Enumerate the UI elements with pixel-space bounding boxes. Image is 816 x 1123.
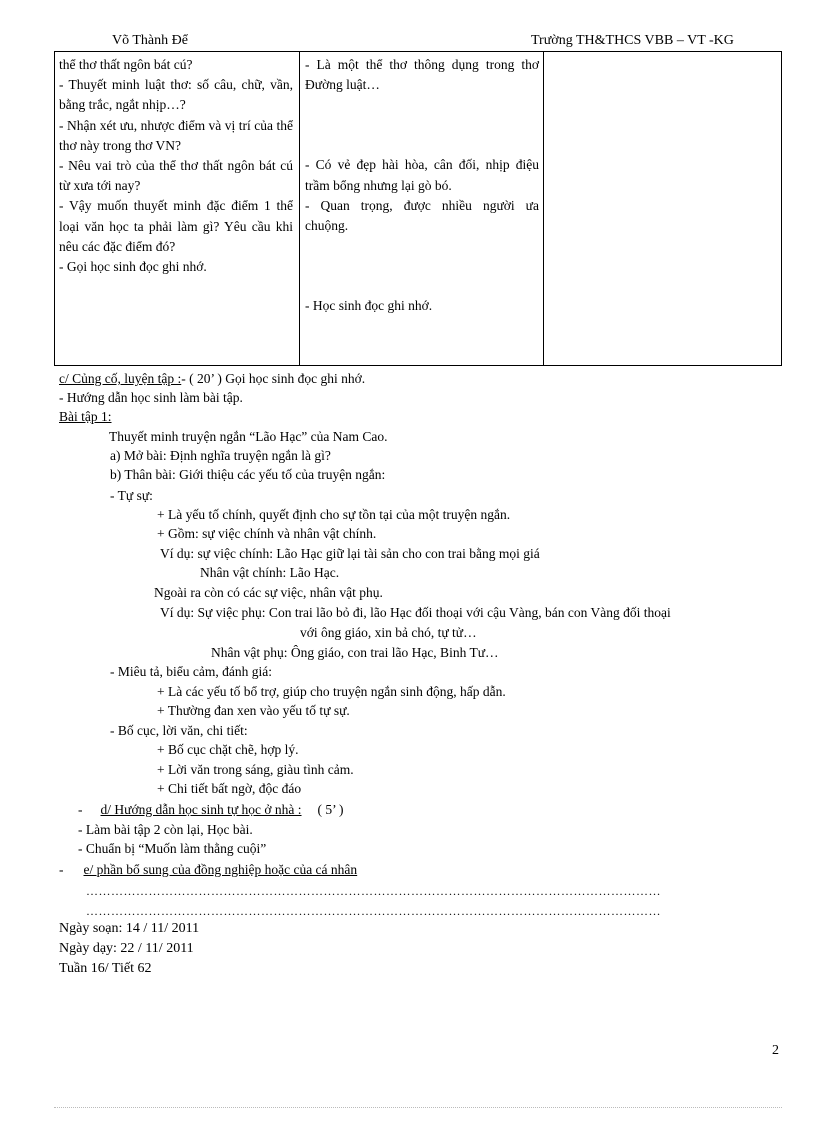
table-line: - Có vẻ đẹp hài hòa, cân đối, nhịp điệu trầm bổng nhưng lại gò bó. [305, 157, 539, 193]
table-column-divider [543, 52, 544, 365]
example-main-event: Ví dụ: sự việc chính: Lão Hạc giữ lại tài sản cho con trai bằng mọi giá [160, 546, 540, 561]
supplement-line [59, 861, 357, 879]
example-secondary-character: Nhân vật phụ: Ông giáo, con trai lão Hạc, Binh Tư… [211, 645, 499, 660]
homework-item: - Chuẩn bị “Muốn làm thằng cuội” [78, 841, 267, 856]
table-line: - Nhận xét ưu, nhược điểm và vị trí của thể thơ này trong thơ VN? [59, 117, 293, 153]
exercise-title: Bài tập 1: [59, 409, 112, 424]
table-line: - Gọi học sinh đọc ghi nhớ. [59, 259, 207, 275]
narration-heading: - Tự sự: [110, 488, 153, 503]
homework-item: - Làm bài tập 2 còn lại, Học bài. [78, 822, 253, 837]
exercise-task: Thuyết minh truyện ngắn “Lão Hạc” của Nam Cao. [109, 429, 388, 444]
structure-point: + Bố cục chặt chẽ, hợp lý. [157, 742, 299, 757]
example-main-character: Nhân vật chính: Lão Hạc. [200, 565, 340, 580]
week-lesson: Tuần 16/ Tiết 62 [59, 961, 152, 976]
item-b: b) Thân bài: Giới thiệu các yếu tố của truyện ngắn: [110, 467, 386, 482]
guide-exercise: - Hướng dẫn học sinh làm bài tập. [59, 390, 243, 405]
self-study-time: ( 5’ ) [317, 802, 344, 817]
author-name: Võ Thành Để [112, 33, 188, 48]
narration-point: + Là yếu tố chính, quyết định cho sự tồn tại của một truyện ngắn. [157, 507, 511, 522]
supplement-dash: - [59, 862, 64, 877]
narration-point: + Gồm: sự việc chính và nhân vật chính. [157, 526, 377, 541]
structure-point: + Chi tiết bất ngờ, độc đáo [157, 781, 302, 796]
table-column-divider [299, 52, 300, 365]
item-a: a) Mở bài: Định nghĩa truyện ngắn là gì? [110, 448, 331, 463]
consolidation-label: c/ Củng cố, luyện tập : [59, 371, 182, 386]
structure-heading: - Bố cục, lời văn, chi tiết: [110, 723, 248, 738]
example-secondary-event: Ví dụ: Sự việc phụ: Con trai lão bỏ đi, lão Hạc đối thoại với cậu Vàng, bán con Vàng đối thoại [160, 605, 671, 620]
self-study-line [78, 801, 344, 819]
teach-date: Ngày dạy: 22 / 11/ 2011 [59, 941, 194, 956]
consolidation-text: - ( 20’ ) Gọi học sinh đọc ghi nhớ. [181, 371, 366, 386]
description-point: + Thường đan xen vào yếu tố tự sự. [157, 703, 350, 718]
table-line: - Thuyết minh luật thơ: số câu, chữ, vần, bằng trắc, ngắt nhịp…? [59, 77, 293, 113]
table-line: - Học sinh đọc ghi nhớ. [305, 298, 433, 314]
consolidation-line [59, 370, 365, 388]
example-secondary-event-cont: với ông giáo, xin bả chó, tự tử… [300, 625, 477, 640]
table-line: - Là một thể thơ thông dụng trong thơ Đường luật… [305, 57, 539, 93]
teacher-activity-cell [59, 55, 293, 277]
prep-date: Ngày soạn: 14 / 11/ 2011 [59, 921, 200, 936]
lesson-table [54, 51, 782, 366]
dotted-line: ………………………………………………………………………………………………………………………… [86, 904, 661, 918]
description-point: + Là các yếu tố bổ trợ, giúp cho truyện ngắn sinh động, hấp dẫn. [157, 684, 506, 699]
school-name: Trường TH&THCS VBB – VT -KG [531, 33, 734, 48]
table-line: - Quan trọng, được nhiều người ưa chuộng. [305, 197, 539, 234]
self-study-dash: - [78, 802, 83, 817]
table-line: - Vậy muốn thuyết minh đặc điểm 1 thể loại văn học ta phải làm gì? Yêu cầu khi nêu các đặc điểm đó? [59, 198, 293, 254]
page-number: 2 [772, 1043, 779, 1058]
structure-point: + Lời văn trong sáng, giàu tình cảm. [157, 762, 354, 777]
description-heading: - Miêu tả, biểu cảm, đánh giá: [110, 664, 272, 679]
student-activity-cell [305, 55, 539, 316]
secondary-note: Ngoài ra còn có các sự việc, nhân vật phụ. [154, 585, 383, 600]
self-study-label: d/ Hướng dẫn học sinh tự học ở nhà : [100, 802, 302, 817]
table-line: - Nêu vai trò của thể thơ thất ngôn bát cú từ xưa tới nay? [59, 158, 293, 194]
table-line: thể thơ thất ngôn bát cú? [59, 57, 193, 72]
footer-divider [54, 1107, 782, 1108]
supplement-label: e/ phần bổ sung của đồng nghiệp hoặc của cá nhân [83, 862, 358, 877]
dotted-line: ………………………………………………………………………………………………………………………… [86, 884, 661, 898]
